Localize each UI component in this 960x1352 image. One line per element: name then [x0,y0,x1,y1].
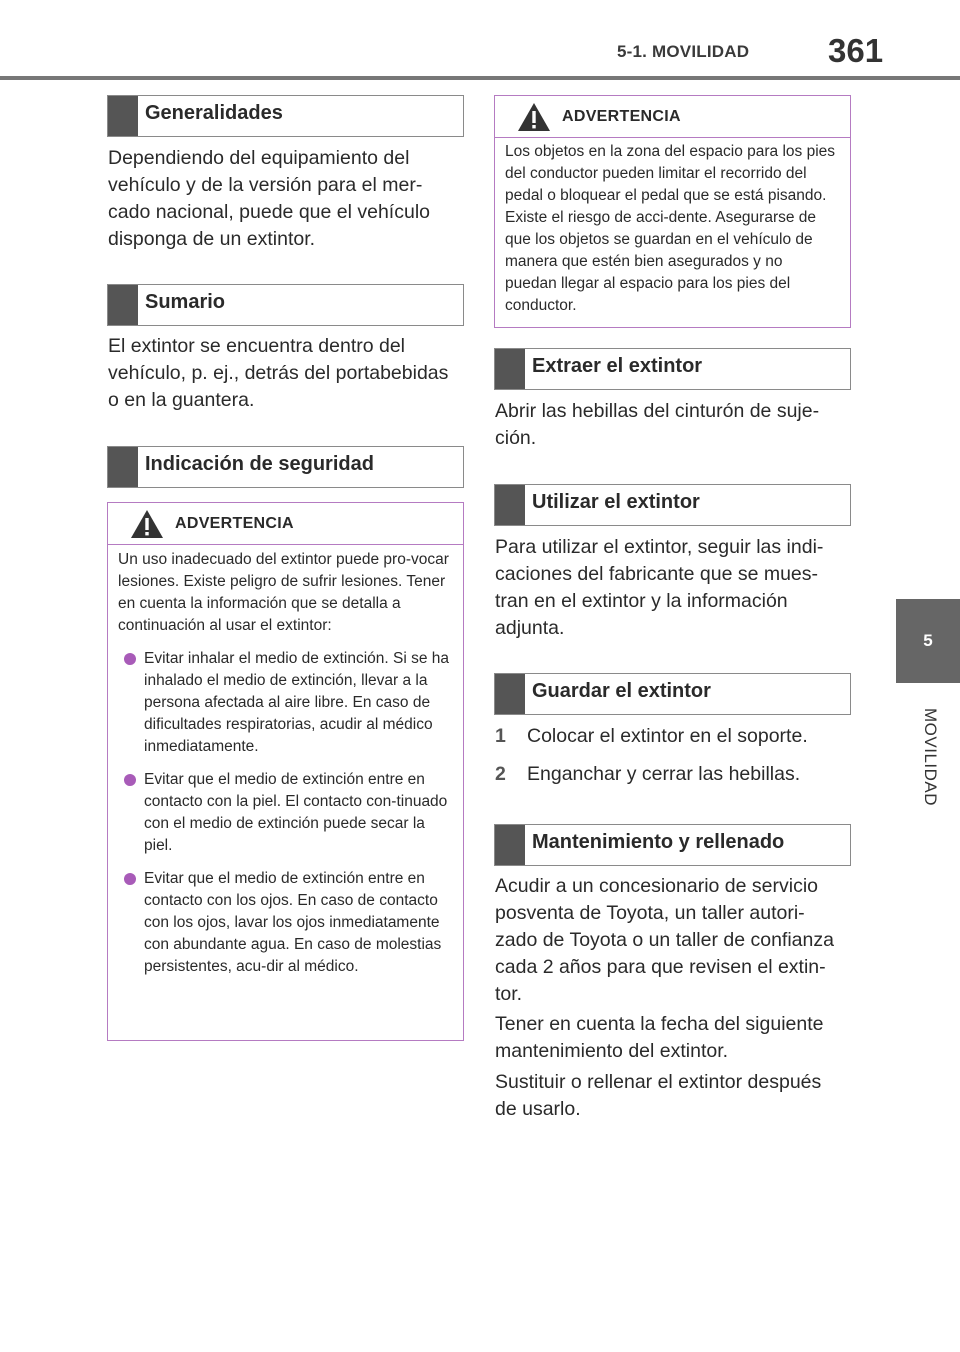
heading-extraer [494,348,851,390]
step-text: Colocar el extintor en el soporte. [527,725,808,747]
warning-box-safety [107,502,464,1041]
warning-title: ADVERTENCIA [175,515,294,532]
heading-guardar [494,673,851,715]
heading-bar [108,96,138,136]
heading-title: Sumario [145,291,226,313]
heading-title: Mantenimiento y rellenado [532,831,785,853]
paragraph-generalidades: Dependiendo del equipamiento del vehículo y de la versión para el mer-cado nacional, puede que el vehículo disponga de un extintor. [108,147,430,250]
heading-title: Utilizar el extintor [532,491,700,513]
heading-bar [108,285,138,325]
heading-title: Indicación de seguridad [145,453,374,475]
header-rule [0,76,960,80]
heading-sumario [107,284,464,326]
paragraph-utilizar: Para utilizar el extintor, seguir las indi-caciones del fabricante que se mues-tran en el extintor y la información adjunta. [495,536,824,639]
bullet-text: Evitar inhalar el medio de extinción. Si se ha inhalado el medio de extinción, llevar a la persona afectada al aire libre. En caso de dificultades respiratorias, acudir al médico inmediatamente. [144,650,449,755]
section-header: 5-1. MOVILIDAD [617,42,750,61]
warning-triangle-icon [130,509,164,539]
warning-triangle-icon [517,102,551,132]
paragraph-mantenimiento-3: Sustituir o rellenar el extintor después de usarlo. [495,1071,822,1120]
heading-title: Extraer el extintor [532,355,703,377]
step-text: Enganchar y cerrar las hebillas. [527,763,801,785]
warning-header [495,96,850,138]
bullet-text: Evitar que el medio de extinción entre en contacto con los ojos. En caso de contacto con los ojos, lavar los ojos inmediatamente con abundante agua. En caso de molestias persistentes, acu-dir al médico. [144,870,442,975]
warning-header [108,503,463,545]
chapter-label: MOVILIDAD [921,708,940,807]
heading-bar [495,485,525,525]
paragraph-sumario: El extintor se encuentra dentro del vehículo, p. ej., detrás del portabebidas o en la guantera. [108,335,449,411]
heading-title: Generalidades [145,102,283,124]
step-number: 1 [495,725,506,747]
bullet-dot-icon [124,873,136,885]
paragraph-extraer: Abrir las hebillas del cinturón de suje-ción. [495,400,820,449]
list-item [118,769,449,857]
heading-utilizar [494,484,851,526]
heading-bar [495,825,525,865]
warning-box-footwell [494,95,851,328]
heading-bar [495,349,525,389]
warning-body [108,545,463,978]
chapter-tab: 5 [896,599,960,683]
warning-intro: Un uso inadecuado del extintor puede pro-vocar lesiones. Existe peligro de sufrir lesiones. Tener en cuenta la información que se detalla a continuación al usar el extintor: [118,551,449,634]
paragraph-mantenimiento-2: Tener en cuenta la fecha del siguiente mantenimiento del extintor. [495,1013,824,1062]
heading-generalidades [107,95,464,137]
list-item [118,648,449,758]
warning-body: Los objetos en la zona del espacio para los pies del conductor pueden limitar el recorrido del pedal o bloquear el pedal que se está pisando. Existe el riesgo de acci-dente. Asegurarse de que los objetos se guardan en el vehículo de manera que estén bien asegurados y no puedan llegar al espacio para los pies del conductor. [505,143,836,314]
bullet-dot-icon [124,653,136,665]
bullet-text: Evitar que el medio de extinción entre en contacto con la piel. El contacto con-tinuado con el medio de extinción puede secar la piel. [144,771,448,854]
heading-mantenimiento [494,824,851,866]
heading-bar [495,674,525,714]
heading-bar [108,447,138,487]
warning-title: ADVERTENCIA [562,108,681,125]
heading-title: Guardar el extintor [532,680,711,702]
paragraph-mantenimiento-1: Acudir a un concesionario de servicio posventa de Toyota, un taller autori-zado de Toyota o un taller de confianza cada 2 años para que revisen el extin-tor. [495,875,834,1005]
heading-seguridad [107,446,464,488]
page-number: 361 [828,32,884,69]
step-number: 2 [495,763,506,785]
list-item [118,868,449,978]
bullet-dot-icon [124,774,136,786]
